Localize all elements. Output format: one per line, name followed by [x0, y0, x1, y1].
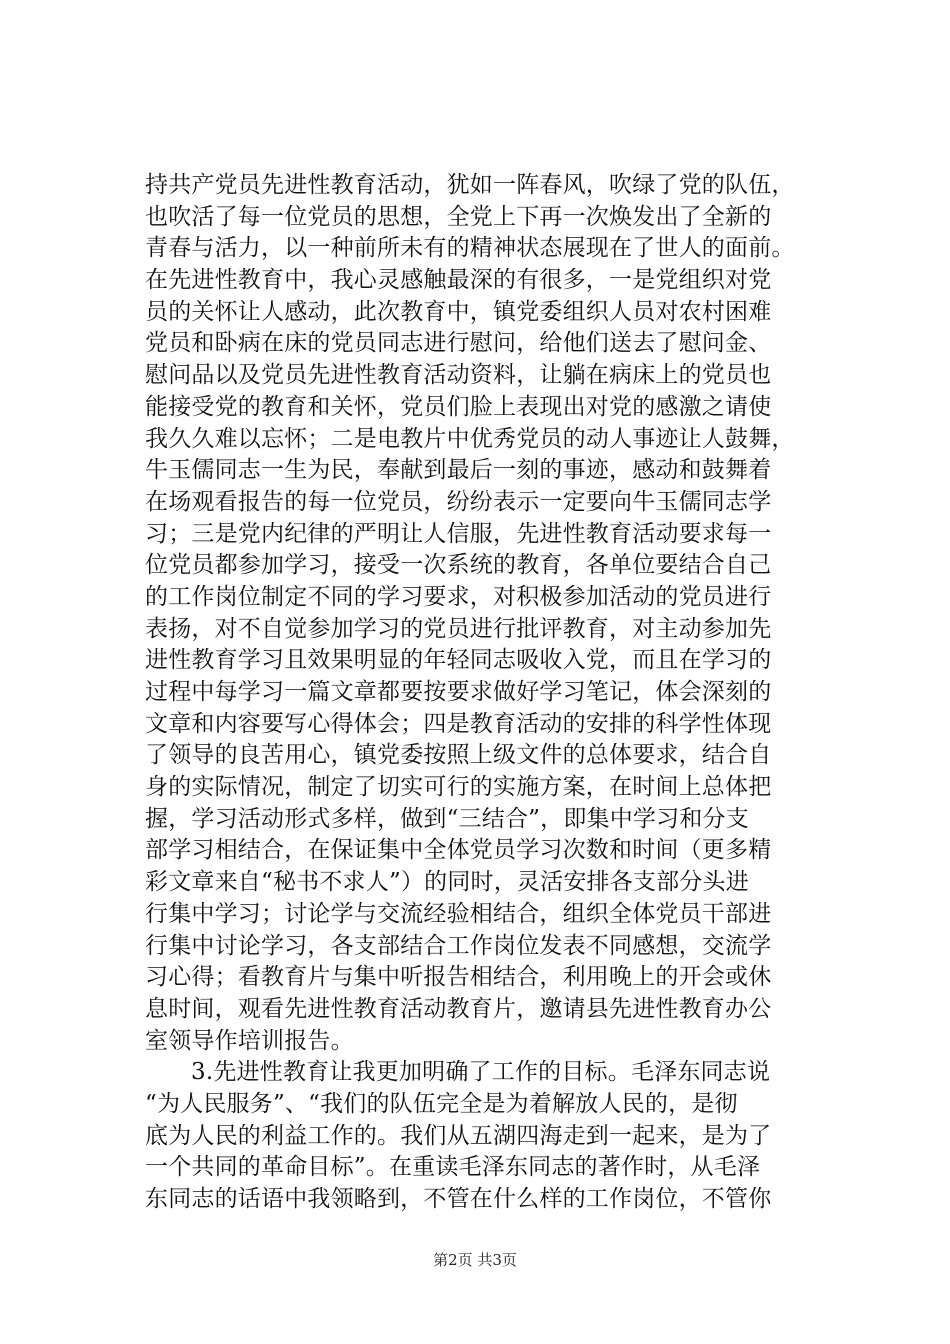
body-text	[145, 170, 845, 1216]
text-line: 的工作岗位制定不同的学习要求，对积极参加活动的党员进行	[145, 583, 772, 610]
text-line: 行集中讨论学习，各支部结合工作岗位发表不同感想，交流学	[145, 932, 772, 959]
text-line: 握，学习活动形式多样，做到“三结合”，即集中学习和分支	[145, 805, 749, 832]
text-line: 进性教育学习且效果明显的年轻同志吸收入党，而且在学习的	[145, 647, 772, 674]
text-line: 员的关怀让人感动，此次教育中，镇党委组织人员对农村困难	[145, 298, 772, 325]
text-line: 习；三是党内纪律的严明让人信服，先进性教育活动要求每一	[145, 520, 772, 547]
text-line: 在先进性教育中，我心灵感触最深的有很多，一是党组织对党	[145, 267, 772, 294]
text-line: 文章和内容要写心得体会；四是教育活动的安排的科学性体现	[145, 710, 772, 737]
text-line: 位党员都参加学习，接受一次系统的教育，各单位要结合自己	[145, 552, 772, 579]
text-line: 也吹活了每一位党员的思想，全党上下再一次焕发出了全新的	[145, 203, 772, 230]
text-line: 室领导作培训报告。	[145, 1027, 354, 1054]
text-line: 了领导的良苦用心，镇党委按照上级文件的总体要求，结合自	[145, 742, 772, 769]
text-line: 慰问品以及党员先进性教育活动资料，让躺在病床上的党员也	[145, 362, 772, 389]
text-line: 习心得；看教育片与集中听报告相结合，利用晚上的开会或休	[145, 964, 772, 991]
text-line: 东同志的话语中我领略到，不管在什么样的工作岗位，不管你	[145, 1186, 772, 1212]
text-line: 持共产党员先进性教育活动，犹如一阵春风，吹绿了党的队伍，	[145, 172, 795, 198]
text-line: 青春与活力，以一种前所未有的精神状态展现在了世人的面前。	[145, 235, 795, 262]
text-line: 身的实际情况，制定了切实可行的实施方案，在时间上总体把	[145, 774, 772, 801]
text-line: “为人民服务”、“我们的队伍完全是为着解放人民的，是彻	[145, 1090, 738, 1117]
text-line: 底为人民的利益工作的。我们从五湖四海走到一起来，是为了	[145, 1122, 772, 1149]
text-line: 能接受党的教育和关怀，党员们脸上表现出对党的感激之请使	[145, 393, 772, 420]
text-line: 一个共同的革命目标”。在重读毛泽东同志的著作时，从毛泽	[145, 1154, 761, 1181]
text-line: 过程中每学习一篇文章都要按要求做好学习笔记，体会深刻的	[145, 679, 772, 705]
text-line: 党员和卧病在床的党员同志进行慰问，给他们送去了慰问金、	[145, 330, 772, 357]
text-line: 行集中学习；讨论学与交流经验相结合，组织全体党员干部进	[145, 900, 772, 927]
text-line: 在场观看报告的每一位党员，纷纷表示一定要向牛玉儒同志学	[145, 488, 772, 515]
text-line: 息时间，观看先进性教育活动教育片，邀请县先进性教育办公	[145, 995, 772, 1022]
text-line: 部学习相结合，在保证集中全体党员学习次数和时间（更多精	[145, 837, 772, 864]
text-line: 表扬，对不自觉参加学习的党员进行批评教育，对主动参加先	[145, 615, 772, 642]
text-line: 牛玉儒同志一生为民，奉献到最后一刻的事迹，感动和鼓舞着	[145, 457, 772, 484]
page-footer: 第2页 共3页	[433, 1251, 517, 1269]
paragraph-start-line: 3.先进性教育让我更加明确了工作的目标。毛泽东同志说	[191, 1059, 771, 1086]
text-line: 彩文章来自“秘书不求人”）的同时，灵活安排各支部分头进	[145, 869, 749, 896]
text-line: 我久久难以忘怀；二是电教片中优秀党员的动人事迹让人鼓舞，	[145, 425, 795, 452]
